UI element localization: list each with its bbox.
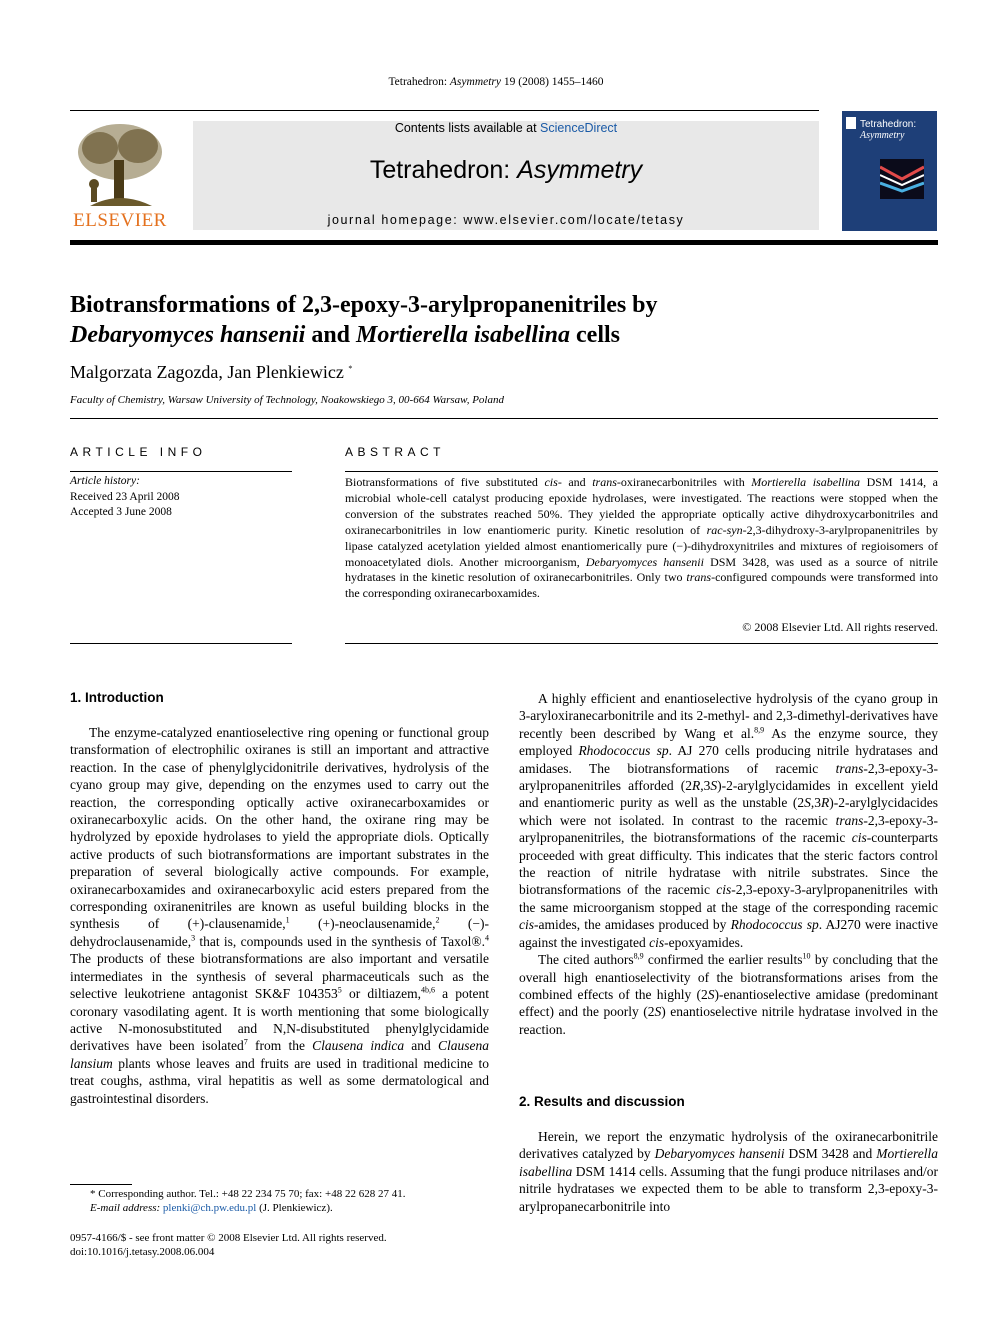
header-rule-thick — [70, 240, 938, 245]
journal-title: Tetrahedron: Asymmetry — [369, 156, 643, 184]
tree-icon — [70, 120, 170, 212]
abstract-text: Biotransformations of five substituted cis- and trans-oxiranecarbonitriles with Mortierella isabellina DSM 1414, a microbial whole-cell catalyst producing epoxide hydrolases, were investigated. The reactions were stopped when the conversion of the substrates reached 50%. They yielded the appropriate optically active dihydroxycarbonitriles and oxiranecarbonitriles in low enantiomeric purity. Kinetic resolution of rac-syn-2,3-dihydroxy-3-arylpropanenitriles by lipase catalyzed acetylation yielded almost enantiomerically pure (−)-dihydroxynitriles and mixtures of regioisomers of monoacetylated diols. Another microorganism, Debaryomyces hansenii DSM 3428, was used as a source of nitrile hydratases in the kinetic resolution of oxiranecarbonitriles. Only two trans-configured compounds were transformed into the corresponding oxiranecarboxamides. — [345, 475, 939, 601]
elsevier-logo[interactable] — [70, 120, 170, 232]
info-rule-bottom — [70, 643, 292, 644]
info-rule-top — [70, 471, 292, 472]
footnote: * Corresponding author. Tel.: +48 22 234 75 70; fax: +48 22 628 27 41. E-mail address: plenki@ch.pw.edu.pl (J. Plenkiewicz). — [90, 1188, 406, 1214]
journal-citation: Tetrahedron: Asymmetry 19 (2008) 1455–1460 — [388, 76, 604, 88]
footnote-rule — [70, 1184, 132, 1185]
doi-link[interactable]: doi:10.1016/j.tetasy.2008.06.004 — [70, 1246, 215, 1258]
abstract-label: ABSTRACT — [345, 445, 446, 459]
cover-title: Tetrahedron: Asymmetry — [860, 119, 917, 141]
corresponding-mark[interactable]: * — [348, 364, 353, 373]
introduction-text: The enzyme-catalyzed enantioselective ring opening or functional group transformation of electrophilic oxiranes is still an important and attractive reaction. In the case of phenylglycidonitrile derivatives, hydrolysis of the cyano group may give, depending on the enzymes used to carry out the reaction, the corresponding optically active oxiranecarboxamides or oxiranecarboxylic acids. On the other hand, the oxirane ring may be hydrolyzed by epoxide hydrolases to yield the appropriate diols. Optically active products of such biotransformations are important substrates in the preparation of several biologically active compounds. For example, oxiranecarboxamides and oxiranecarboxylic acid esters prepared from the corresponding oxiranenitriles are known as useful building blocks in the synthesis of (+)-clausenamide,$^1$ (+)-neoclausenamide,$^2$ (−)-dehydroclausenamide,$^3$ that is, compounds used in the synthesis of Taxol®.$^4$ The products of these biotransformations are also important and versatile intermediates in the synthesis of several pharmaceuticals such as the selective leukotriene antagonist SK&F 104353$^5$ or diltiazem,$^{4b,6}$ a potent coronary vasodilating agent. It is worth mentioning that some biologically active N-monosubstituted and N,N-disubstituted phenylglycidamide derivatives have been isolated$^7$ from the Clausena indica and Clausena lansium plants whose leaves and fruits are used in traditional medicine to treat coughs, asthma, viral hepatitis as well as some dermatological and gastrointestinal disorders. — [70, 725, 490, 1106]
results-text: Herein, we report the enzymatic hydrolysis of the oxiranecarbonitrile derivatives catalyzed by Debaryomyces hansenii DSM 3428 and Mortierella isabellina DSM 1414 cells. Assuming that the fungi produce nitrilases and/or nitrile hydratases we expected them to be able to transform 2,3-epoxy-3-arylpropanecarbonitrile into — [519, 1129, 938, 1214]
section-heading-results: 2. Results and discussion — [519, 1094, 685, 1109]
sciencedirect-link[interactable]: ScienceDirect — [540, 121, 618, 135]
journal-cover[interactable] — [842, 111, 937, 231]
contents-line: Contents lists available at ScienceDirect — [394, 121, 618, 135]
abstract-rule-top — [345, 471, 938, 472]
cover-logo-icon — [846, 117, 856, 129]
article-info-label: ARTICLE INFO — [70, 445, 207, 459]
affiliation: Faculty of Chemistry, Warsaw University of Technology, Noakowskiego 3, 00-664 Warsaw, Poland — [70, 394, 504, 406]
cover-art-icon — [880, 159, 924, 199]
email-link[interactable]: plenki@ch.pw.edu.pl — [162, 1202, 257, 1214]
section-heading-introduction: 1. Introduction — [70, 690, 164, 705]
journal-homepage: journal homepage: www.elsevier.com/locate/tetasy — [327, 213, 685, 227]
copyright-notice: © 2008 Elsevier Ltd. All rights reserved. — [742, 620, 938, 634]
header-rule-thin — [70, 110, 819, 111]
homepage-link[interactable]: www.elsevier.com/locate/tetasy — [463, 213, 685, 227]
title-rule — [70, 418, 938, 419]
article-history: Article history: Received 23 April 2008 Accepted 3 June 2008 — [70, 475, 180, 518]
abstract-rule-bottom — [345, 643, 938, 644]
article-title: Biotransformations of 2,3-epoxy-3-arylpropanenitriles by Debaryomyces hansenii and Mortierella isabellina cells — [70, 292, 658, 348]
issn-doi: 0957-4166/$ - see front matter © 2008 Elsevier Ltd. All rights reserved. doi:10.1016/j.tetasy.2008.06.004 — [70, 1231, 489, 1259]
author-list: Malgorzata Zagozda, Jan Plenkiewicz * — [70, 362, 353, 382]
introduction-text-continued: A highly efficient and enantioselective hydrolysis of the cyano group in 3-aryloxiranecarbonitrile and its 2-methyl- and 2,3-dimethyl-derivatives have recently been described by Wang et al.$^{8,9}$ As the enzyme source, they employed Rhodococcus sp. AJ 270 cells producing nitrile hydratases and amidases. The biotransformations of racemic trans-2,3-epoxy-3-arylpropanenitriles afforded (2R,3S)-2-arylglycidamides in excellent yield and enantiomeric purity as well as the unstable (2S,3R)-2-arylglycidacides which were not isolated. In contrast to the racemic trans-2,3-epoxy-3-arylpropanenitriles, the biotransformations of the racemic cis-counterparts proceeded with great difficulty. This indicates that the steric factors control the reaction of nitrile hydratase with nitrile substrates. Since the biotransformations of the racemic cis-2,3-epoxy-3-arylpropanenitriles with the same microorganism stopped at the stage of the corresponding racemic cis-amides, the amidases produced by Rhodococcus sp. AJ270 were inactive against the investigated cis-epoxyamides. The cited authors$^{8,9}$ confirmed the earlier results$^{10}$ by concluding that the overall high enantioselectivity of the biotransformations arises from the combined effects of the highly (2S)-enantioselective amidase (predominant effect) and the poorly (2S) enantioselective nitrile hydratase involved in the reaction. — [519, 691, 939, 1037]
publisher-name: ELSEVIER — [73, 210, 167, 231]
